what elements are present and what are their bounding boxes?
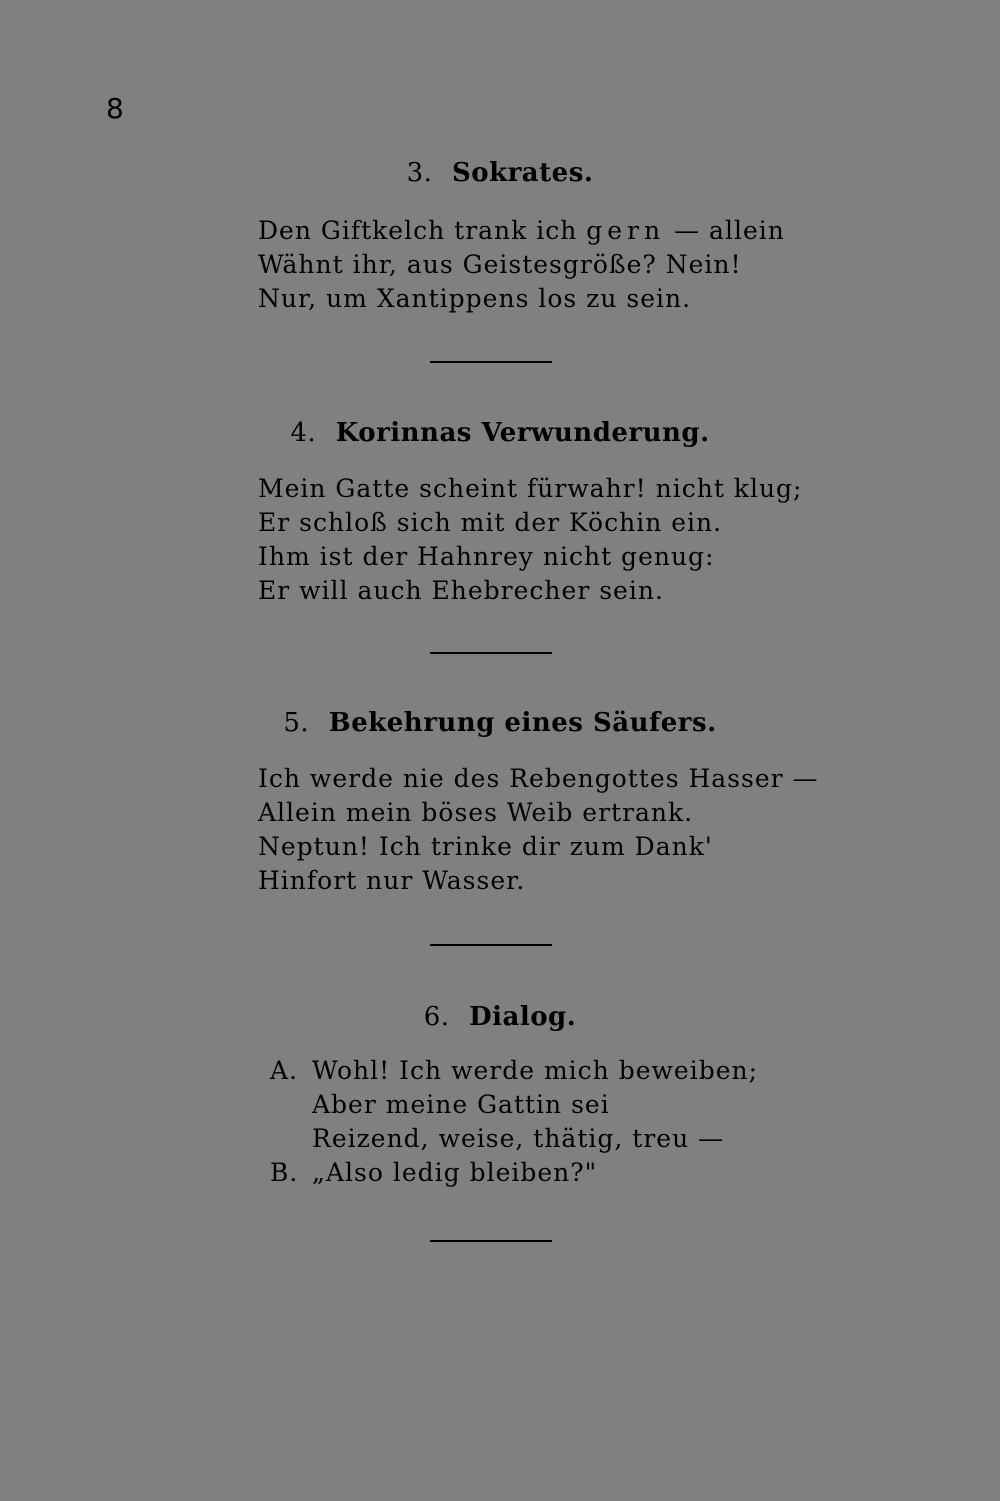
section-title: Korinnas Verwunderung.	[335, 418, 710, 448]
section-number: 4.	[290, 418, 317, 448]
section-title: Sokrates.	[451, 158, 594, 188]
poem-line: Ihm ist der Hahnrey nicht genug:	[258, 542, 715, 571]
section-divider	[430, 652, 552, 654]
dialog-speaker	[270, 1122, 312, 1156]
poem-line: Ich werde nie des Rebengottes Hasser —	[258, 764, 819, 793]
section-divider	[430, 1240, 552, 1242]
section-heading-sokrates	[0, 158, 1000, 188]
poem-korinnas-verwunderung	[258, 472, 802, 608]
section-title: Bekehrung eines Säufers.	[328, 708, 717, 738]
dialog-text: Wohl! Ich werde mich beweiben;	[312, 1056, 759, 1085]
poem-line: Neptun! Ich trinke dir zum Dank'	[258, 832, 713, 861]
dialog-text: Reizend, weise, thätig, treu —	[312, 1124, 725, 1153]
section-title: Dialog.	[469, 1002, 577, 1032]
poem-line: Er schloß sich mit der Köchin ein.	[258, 508, 723, 537]
dialog-line	[270, 1122, 758, 1156]
section-number: 5.	[283, 708, 310, 738]
dialog-line	[270, 1088, 758, 1122]
poem-sokrates	[258, 214, 785, 316]
page-number: 8	[106, 92, 124, 125]
poem-line-part: — allein	[674, 216, 785, 245]
section-heading-bekehrung-eines-saeufers	[0, 708, 1000, 738]
poem-dialog	[270, 1054, 758, 1190]
section-heading-korinnas-verwunderung	[0, 418, 1000, 448]
section-divider	[430, 361, 552, 363]
poem-line: Nur, um Xantippens los zu sein.	[258, 284, 692, 313]
dialog-line	[270, 1156, 758, 1190]
poem-line-part: Den Giftkelch trank ich	[258, 216, 578, 245]
section-number: 6.	[423, 1002, 450, 1032]
dialog-text: „Also ledig bleiben?"	[312, 1158, 598, 1187]
dialog-speaker: A.	[270, 1056, 299, 1085]
poem-line	[258, 214, 785, 248]
dialog-speaker: B.	[270, 1158, 299, 1187]
dialog-text: Aber meine Gattin sei	[312, 1090, 610, 1119]
section-heading-dialog	[0, 1002, 1000, 1032]
dialog-speaker	[270, 1088, 312, 1122]
poem-bekehrung-eines-saeufers	[258, 762, 819, 898]
poem-line: Er will auch Ehebrecher sein.	[258, 576, 664, 605]
section-divider	[430, 944, 552, 946]
poem-line-emphasis: gern	[586, 216, 666, 245]
poem-line: Allein mein böses Weib ertrank.	[258, 798, 694, 827]
dialog-line	[270, 1054, 758, 1088]
poem-line: Wähnt ihr, aus Geistesgröße? Nein!	[258, 250, 742, 279]
poem-line: Hinfort nur Wasser.	[258, 866, 526, 895]
poem-line: Mein Gatte scheint fürwahr! nicht klug;	[258, 474, 803, 503]
section-number: 3.	[406, 158, 433, 188]
